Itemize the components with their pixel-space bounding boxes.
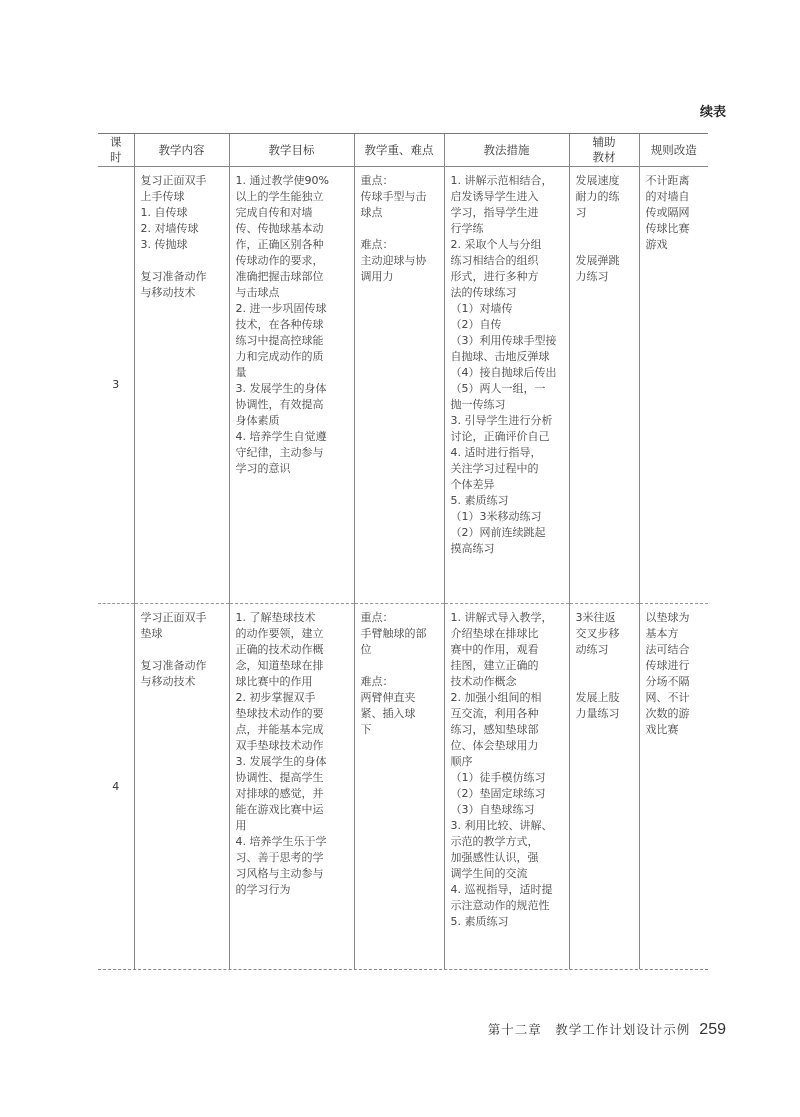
cell-line: （5）两人一组，一 (450, 382, 546, 395)
chapter-title: 第十二章 教学工作计划设计示例 (487, 1022, 691, 1037)
cell-line: 以上的学生能独立 (235, 190, 324, 203)
cell-line: 习、善于思考的学 (235, 851, 324, 864)
cell-line: 行学练 (450, 222, 484, 235)
cell-line: 用 (235, 819, 247, 832)
cell-line: 发展速度 (575, 174, 620, 187)
cell-line: （1）徒手模仿练习 (450, 771, 546, 784)
cell-line: 3. 利用比较、讲解、 (450, 819, 553, 832)
table-row (98, 167, 708, 604)
cell-line: 5. 素质练习 (450, 494, 509, 507)
cell-line: 点，并能基本完成 (235, 723, 324, 736)
cell-line: 的对墙自 (645, 190, 690, 203)
period-cell: 4 (98, 604, 134, 970)
cell-line: 协调性，有效提高 (235, 398, 324, 411)
cell-line: 传或隔网 (645, 206, 690, 219)
cell-line: （2）垫固定球练习 (450, 787, 546, 800)
cell-line: 力练习 (575, 270, 609, 283)
methods-cell (444, 604, 569, 970)
cell-line: 上手传球 (140, 190, 185, 203)
cell-line: 调学生间的交流 (450, 867, 528, 880)
cell-line: 赛中的作用，观看 (450, 643, 539, 656)
cell-line: 摸高练习 (450, 542, 495, 555)
cell-line: 耐力的练 (575, 190, 620, 203)
cell-line (141, 253, 224, 269)
rules-cell (639, 604, 708, 970)
content-cell (134, 167, 229, 604)
cell-line: 法可结合 (645, 643, 690, 656)
cell-line: （4）接自抛球后传出 (450, 366, 557, 379)
cell-line: 守纪律，主动参与 (235, 446, 324, 459)
cell-line: 2. 初步掌握双手 (235, 691, 316, 704)
cell-line: 能在游戏比赛中运 (235, 803, 324, 816)
key-points-cell (354, 167, 444, 604)
cell-line: 难点： (360, 238, 394, 251)
cell-line: 网、不计 (645, 691, 690, 704)
header-methods: 教法措施 (444, 134, 569, 167)
table-row (98, 604, 708, 970)
cell-line: 不计距离 (645, 174, 690, 187)
key-points-cell (354, 604, 444, 970)
cell-line: 4. 巡视指导，适时提 (450, 883, 553, 896)
period-cell: 3 (98, 167, 134, 604)
cell-line: 复习准备动作 (140, 659, 207, 672)
cell-line: 准确把握击球部位 (235, 270, 324, 283)
cell-line: 学习正面双手 (140, 611, 207, 624)
cell-line: 量 (235, 366, 247, 379)
cell-line: 个体差异 (450, 478, 495, 491)
cell-line: 力量练习 (575, 707, 620, 720)
cell-line: 位、体会垫球用力 (450, 739, 539, 752)
cell-line: 与击球点 (235, 286, 280, 299)
cell-line: 形式，进行多种方 (450, 270, 539, 283)
cell-line: 3. 发展学生的身体 (235, 382, 327, 395)
cell-line: 传、传抛球基本动 (235, 222, 324, 235)
cell-line: 4. 培养学生自觉遵 (235, 430, 327, 443)
aux-material-cell (569, 604, 639, 970)
cell-line: 发展弹跳 (575, 254, 620, 267)
cell-line: 2. 采取个人与分组 (450, 238, 542, 251)
cell-line: （2）自传 (450, 318, 502, 331)
cell-line: 传球动作的要求， (235, 254, 324, 267)
cell-line: 重点： (360, 611, 394, 624)
cell-line: 练习，感知垫球部 (450, 723, 539, 736)
cell-line: 传球比赛 (645, 222, 690, 235)
table-header-row (98, 134, 708, 167)
cell-line: 启发诱导学生进入 (450, 190, 539, 203)
cell-line: 顺序 (450, 755, 473, 768)
cell-line: 难点： (360, 675, 394, 688)
header-rules: 规则改造 (639, 134, 708, 167)
cell-line: 1. 讲解式导入教学， (450, 611, 553, 624)
cell-line: 技术动作概念 (450, 675, 517, 688)
cell-line: 挂图，建立正确的 (450, 659, 539, 672)
cell-line: 位 (360, 643, 372, 656)
continued-label: 续表 (699, 105, 726, 120)
cell-line: 动练习 (575, 643, 609, 656)
content-cell (134, 604, 229, 970)
header-content: 教学内容 (134, 134, 229, 167)
page-number: 259 (699, 1021, 726, 1038)
header-objectives: 教学目标 (229, 134, 354, 167)
header-key-points: 教学重、难点 (354, 134, 444, 167)
cell-line: 复习正面双手 (140, 174, 207, 187)
cell-line: 2. 加强小组间的相 (450, 691, 542, 704)
cell-line: 传球手型与击 (360, 190, 427, 203)
cell-line: 双手垫球技术动作 (235, 739, 324, 752)
objectives-cell (229, 604, 354, 970)
cell-line: 练习中提高控球能 (235, 334, 324, 347)
cell-line: 5. 素质练习 (450, 915, 509, 928)
cell-line: 关注学习过程中的 (450, 462, 539, 475)
cell-line: 3. 发展学生的身体 (235, 755, 327, 768)
cell-line (576, 658, 634, 674)
cell-line: 4. 培养学生乐于学 (235, 835, 327, 848)
cell-line: 交叉步移 (575, 627, 620, 640)
lesson-table-grid (98, 134, 708, 969)
cell-line: 球点 (360, 206, 383, 219)
cell-line: 手臂触球的部 (360, 627, 427, 640)
cell-line: （2）网前连续跳起 (450, 526, 546, 539)
cell-line: 垫球技术动作的要 (235, 707, 324, 720)
cell-line (361, 221, 439, 237)
cell-line: 调用力 (360, 270, 394, 283)
cell-line: 2. 对墙传球 (140, 222, 199, 235)
cell-line: 完成自传和对墙 (235, 206, 313, 219)
cell-line: 自抛球、击地反弹球 (450, 350, 550, 363)
cell-line: 1. 自传球 (140, 206, 188, 219)
cell-line: 1. 通过教学使90% (235, 174, 329, 187)
cell-line: （3）利用传球手型接 (450, 334, 557, 347)
cell-line: 学习的意识 (235, 462, 291, 475)
cell-line (576, 674, 634, 690)
cell-line: 复习准备动作 (140, 270, 207, 283)
cell-line: 发展上肢 (575, 691, 620, 704)
cell-line: 习 (575, 206, 587, 219)
cell-line: 加强感性认识，强 (450, 851, 539, 864)
cell-line: 重点： (360, 174, 394, 187)
rules-cell (639, 167, 708, 604)
cell-line: （1）对墙传 (450, 302, 513, 315)
objectives-cell (229, 167, 354, 604)
cell-line: 4. 适时进行指导， (450, 446, 542, 459)
cell-line: 3. 引导学生进行分析 (450, 414, 553, 427)
cell-line: 与移动技术 (140, 286, 196, 299)
cell-line: 示范的教学方式， (450, 835, 539, 848)
cell-line: 戏比赛 (645, 723, 679, 736)
cell-line: 讨论，正确评价自己 (450, 430, 550, 443)
cell-line: （1）3米移动练习 (450, 510, 542, 523)
cell-line: 次数的游 (645, 707, 690, 720)
cell-line (361, 658, 439, 674)
cell-line (576, 221, 634, 237)
cell-line: 垫球 (140, 627, 163, 640)
cell-line: 作，正确区别各种 (235, 238, 324, 251)
cell-line: 身体素质 (235, 414, 280, 427)
cell-line: 传球进行 (645, 659, 690, 672)
cell-line: 协调性、提高学生 (235, 771, 324, 784)
header-aux-material: 辅助 教材 (569, 134, 639, 167)
aux-material-cell (569, 167, 639, 604)
cell-line: 互交流，利用各种 (450, 707, 539, 720)
cell-line (576, 237, 634, 253)
cell-line: 主动迎球与协 (360, 254, 427, 267)
cell-line: 对排球的感觉，并 (235, 787, 324, 800)
cell-line: 分场不隔 (645, 675, 690, 688)
cell-line: 念，知道垫球在排 (235, 659, 324, 672)
cell-line: 3. 传抛球 (140, 238, 188, 251)
cell-line: 学习，指导学生进 (450, 206, 539, 219)
cell-line: 法的传球练习 (450, 286, 517, 299)
cell-line: 介绍垫球在排球比 (450, 627, 539, 640)
cell-line: 基本方 (645, 627, 679, 640)
cell-line (141, 642, 224, 658)
cell-line: 两臂伸直夹 (360, 691, 416, 704)
cell-line: 练习相结合的组织 (450, 254, 539, 267)
cell-line: （3）自垫球练习 (450, 803, 535, 816)
page-footer (488, 1020, 726, 1039)
cell-line: 力和完成动作的质 (235, 350, 324, 363)
cell-line: 球比赛中的作用 (235, 675, 313, 688)
lesson-plan-table (98, 133, 708, 970)
header-period: 课 时 (98, 134, 134, 167)
cell-line: 游戏 (645, 238, 668, 251)
methods-cell (444, 167, 569, 604)
cell-line: 下 (360, 723, 372, 736)
cell-line: 以垫球为 (645, 611, 690, 624)
cell-line: 1. 讲解示范相结合， (450, 174, 553, 187)
cell-line: 紧、插入球 (360, 707, 416, 720)
cell-line: 示注意动作的规范性 (450, 899, 550, 912)
cell-line: 3米往返 (575, 611, 616, 624)
cell-line: 习风格与主动参与 (235, 867, 324, 880)
cell-line: 的学习行为 (235, 883, 291, 896)
cell-line: 正确的技术动作概 (235, 643, 324, 656)
cell-line: 1. 了解垫球技术 (235, 611, 316, 624)
cell-line: 2. 进一步巩固传球 (235, 302, 327, 315)
cell-line: 与移动技术 (140, 675, 196, 688)
cell-line: 技术，在各种传球 (235, 318, 324, 331)
cell-line: 抛一传练习 (450, 398, 506, 411)
cell-line: 的动作要领，建立 (235, 627, 324, 640)
